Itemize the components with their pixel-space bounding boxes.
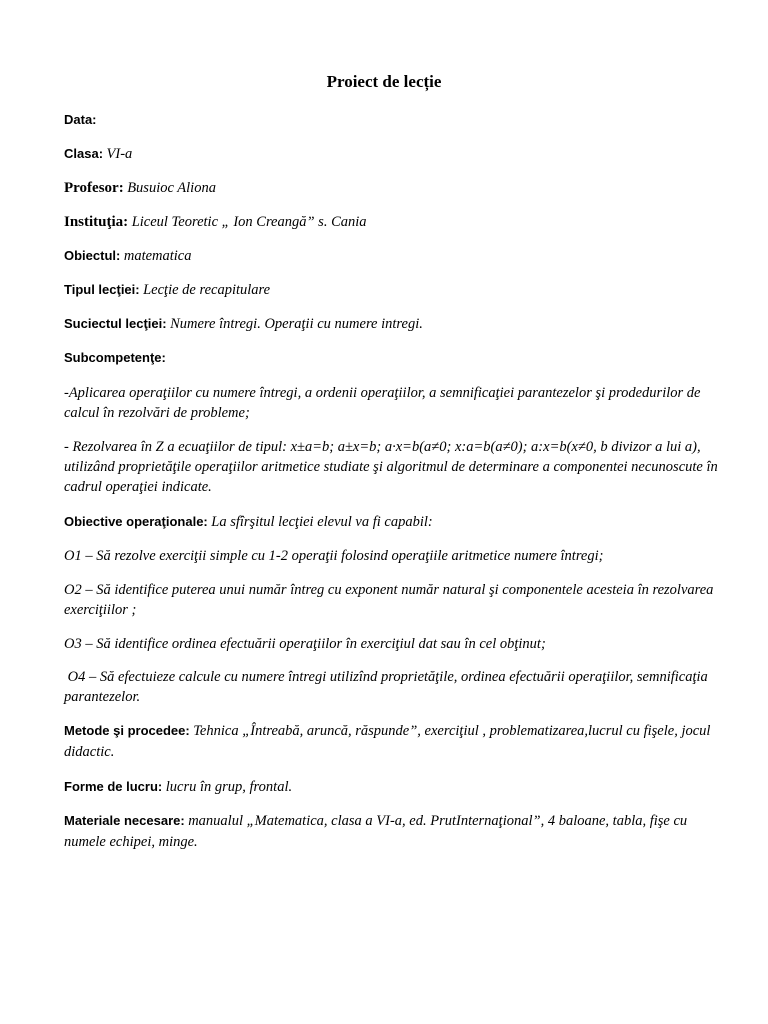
field-data-label: Data: xyxy=(64,112,97,127)
materiale-value: manualul „Matematica, clasa a VI-a, ed. PrutInternaţional”, 4 baloane, tabla, fişe cu numele echipei, minge. xyxy=(64,813,688,850)
field-profesor-value: Busuioc Aliona xyxy=(127,180,216,196)
field-obiectul-value: matematica xyxy=(123,248,192,264)
metode-label: Metode şi procedee: xyxy=(64,723,190,738)
forme-label: Forme de lucru: xyxy=(64,779,163,794)
obiectiv-o1: O1 – Să rezolve exerciţii simple cu 1-2 operaţii folosind operaţiile aritmetice numere întregi; xyxy=(64,548,604,564)
obiectiv-o2: O2 – Să identifice puterea unui număr întreg cu exponent număr natural şi componentele acesteia în rezolvarea exerciţiilor ; xyxy=(64,582,714,618)
field-data xyxy=(64,110,724,131)
obiective-label: Obiective operaţionale: xyxy=(64,514,208,529)
field-profesor-label: Profesor: xyxy=(64,180,124,196)
metode-value: Tehnica „Întreabă, aruncă, răspunde”, exerciţiul , problematizarea,lucrul cu fişele, jocul didactic. xyxy=(64,723,711,760)
page-title: Proiect de lecție xyxy=(326,72,442,91)
field-subcompetente-label: Subcompetenţe: xyxy=(64,350,166,365)
field-tipul-label: Tipul lecţiei: xyxy=(64,282,140,297)
field-institutia-value: Liceul Teoretic „ Ion Creangă” s. Cania xyxy=(131,214,367,230)
obiective-intro: La sfîrşitul lecţiei elevul va fi capabil: xyxy=(211,514,433,530)
field-institutia-label: Instituţia: xyxy=(64,214,129,230)
obiective-heading xyxy=(64,512,724,533)
field-subcompetente xyxy=(64,348,724,369)
field-subiectul xyxy=(64,314,724,335)
obiectiv-o3: O3 – Să identifice ordinea efectuării operaţiilor în exerciţiul dat sau în cel obţinut; xyxy=(64,636,546,652)
field-tipul-value: Lecţie de recapitulare xyxy=(143,282,271,298)
field-subiectul-value: Numere întregi. Operaţii cu numere intregi. xyxy=(170,316,423,332)
field-obiectul xyxy=(64,246,724,267)
forme-paragraph xyxy=(64,777,724,798)
field-clasa-value: VI-a xyxy=(106,146,133,162)
subcompetenta-1: -Aplicarea operaţiilor cu numere întregi, a ordenii operaţiilor, a semnificaţiei parantezelor şi prodedurilor de calcul în rezolvări de probleme; xyxy=(64,385,701,421)
field-clasa-label: Clasa: xyxy=(64,146,104,161)
field-subiectul-label: Suciectul lecţiei: xyxy=(64,316,167,331)
field-institutia xyxy=(64,212,724,233)
metode-paragraph xyxy=(64,721,724,763)
subcompetenta-2: - Rezolvarea în Z a ecuaţiilor de tipul: x±a=b; a±x=b; a·x=b(a≠0; x:a=b(a≠0); a:x=b(x≠0, b divizor a lui a), utilizând proprietăţile operaţiilor aritmetice studiate şi algoritmul de determinare a componentei necunoscute în cadrul operaţiei indicate. xyxy=(64,439,718,495)
field-profesor xyxy=(64,178,724,199)
field-clasa xyxy=(64,144,724,165)
forme-value: lucru în grup, frontal. xyxy=(165,779,293,795)
field-tipul xyxy=(64,280,724,301)
obiectiv-o4: O4 – Să efectuieze calcule cu numere întregi utilizînd proprietăţile, ordinea efectuării operaţiilor, semnificaţia parantezelor. xyxy=(64,669,712,705)
materiale-paragraph xyxy=(64,811,724,853)
materiale-label: Materiale necesare: xyxy=(64,813,185,828)
field-obiectul-label: Obiectul: xyxy=(64,248,121,263)
